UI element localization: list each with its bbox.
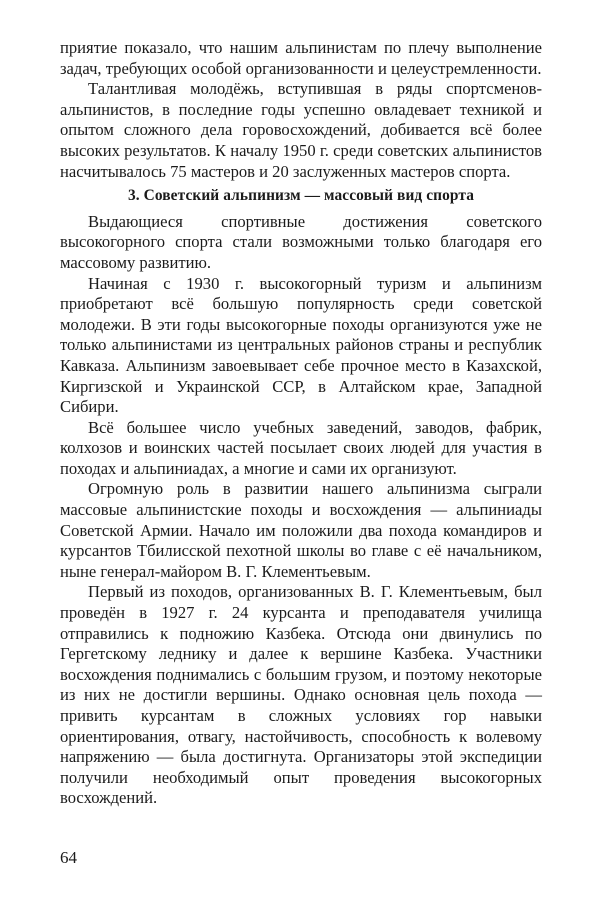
page-number: 64 <box>60 848 77 867</box>
paragraph-continuation: приятие показало, что нашим альпинистам по плечу выполнение задач, требующих особой организованности и целеустремленности. <box>60 38 542 78</box>
paragraph: Талантливая молодёжь, вступившая в ряды спортсменов-альпинистов, в последние годы успешно овладевает техникой и опытом сложного дела горовосхождений, добивается всё более высоких результатов. К началу 1950 г. среди советских альпинистов насчитывалось 75 мастеров и 20 заслуженных мастеров спорта. <box>60 79 542 181</box>
section-heading: 3. Советский альпинизм — массовый вид спорта <box>127 187 475 205</box>
paragraph: Выдающиеся спортивные достижения советского высокогорного спорта стали возможными только благодаря его массовому развитию. <box>60 211 542 272</box>
paragraph: Огромную роль в развитии нашего альпинизма сыграли массовые альпинистские походы и восхождения — альпиниады Советской Армии. Начало им положили два похода командиров и курсантов Тбилисской пехотной школы во главе с её начальником, ныне генерал-майором В. Г. Клементьевым. <box>60 479 542 581</box>
paragraph: Первый из походов, организованных В. Г. Клементьевым, был проведён в 1927 г. 24 курсанта и преподавателя училища отправились к подножию Казбека. Отсюда они двинулись по Гергетскому леднику и далее к вершине Казбека. Участники восхождения поднимались с большим грузом, и поэтому некоторые из них не достигли вершины. Однако основная цель похода — привить курсантам в сложных условиях гор навыки ориентирования, отвагу, настойчивость, способность к волевому напряжению — была достигнута. Организаторы этой экспедиции получили необходимый опыт проведения высокогорных восхождений. <box>60 582 542 808</box>
paragraph: Начиная с 1930 г. высокогорный туризм и альпинизм приобретают всё большую популярность среди советской молодежи. В эти годы высокогорные походы организуются уже не только альпинистами из центральных районов страны и республик Кавказа. Альпинизм завоевывает себе прочное место в Казахской, Киргизской и Украинской ССР, в Алтайском крае, Западной Сибири. <box>60 273 542 417</box>
page-text <box>60 38 542 809</box>
paragraph: Всё большее число учебных заведений, заводов, фабрик, колхозов и воинских частей посылает своих людей для участия в походах и альпиниадах, а многие и сами их организуют. <box>60 417 542 478</box>
